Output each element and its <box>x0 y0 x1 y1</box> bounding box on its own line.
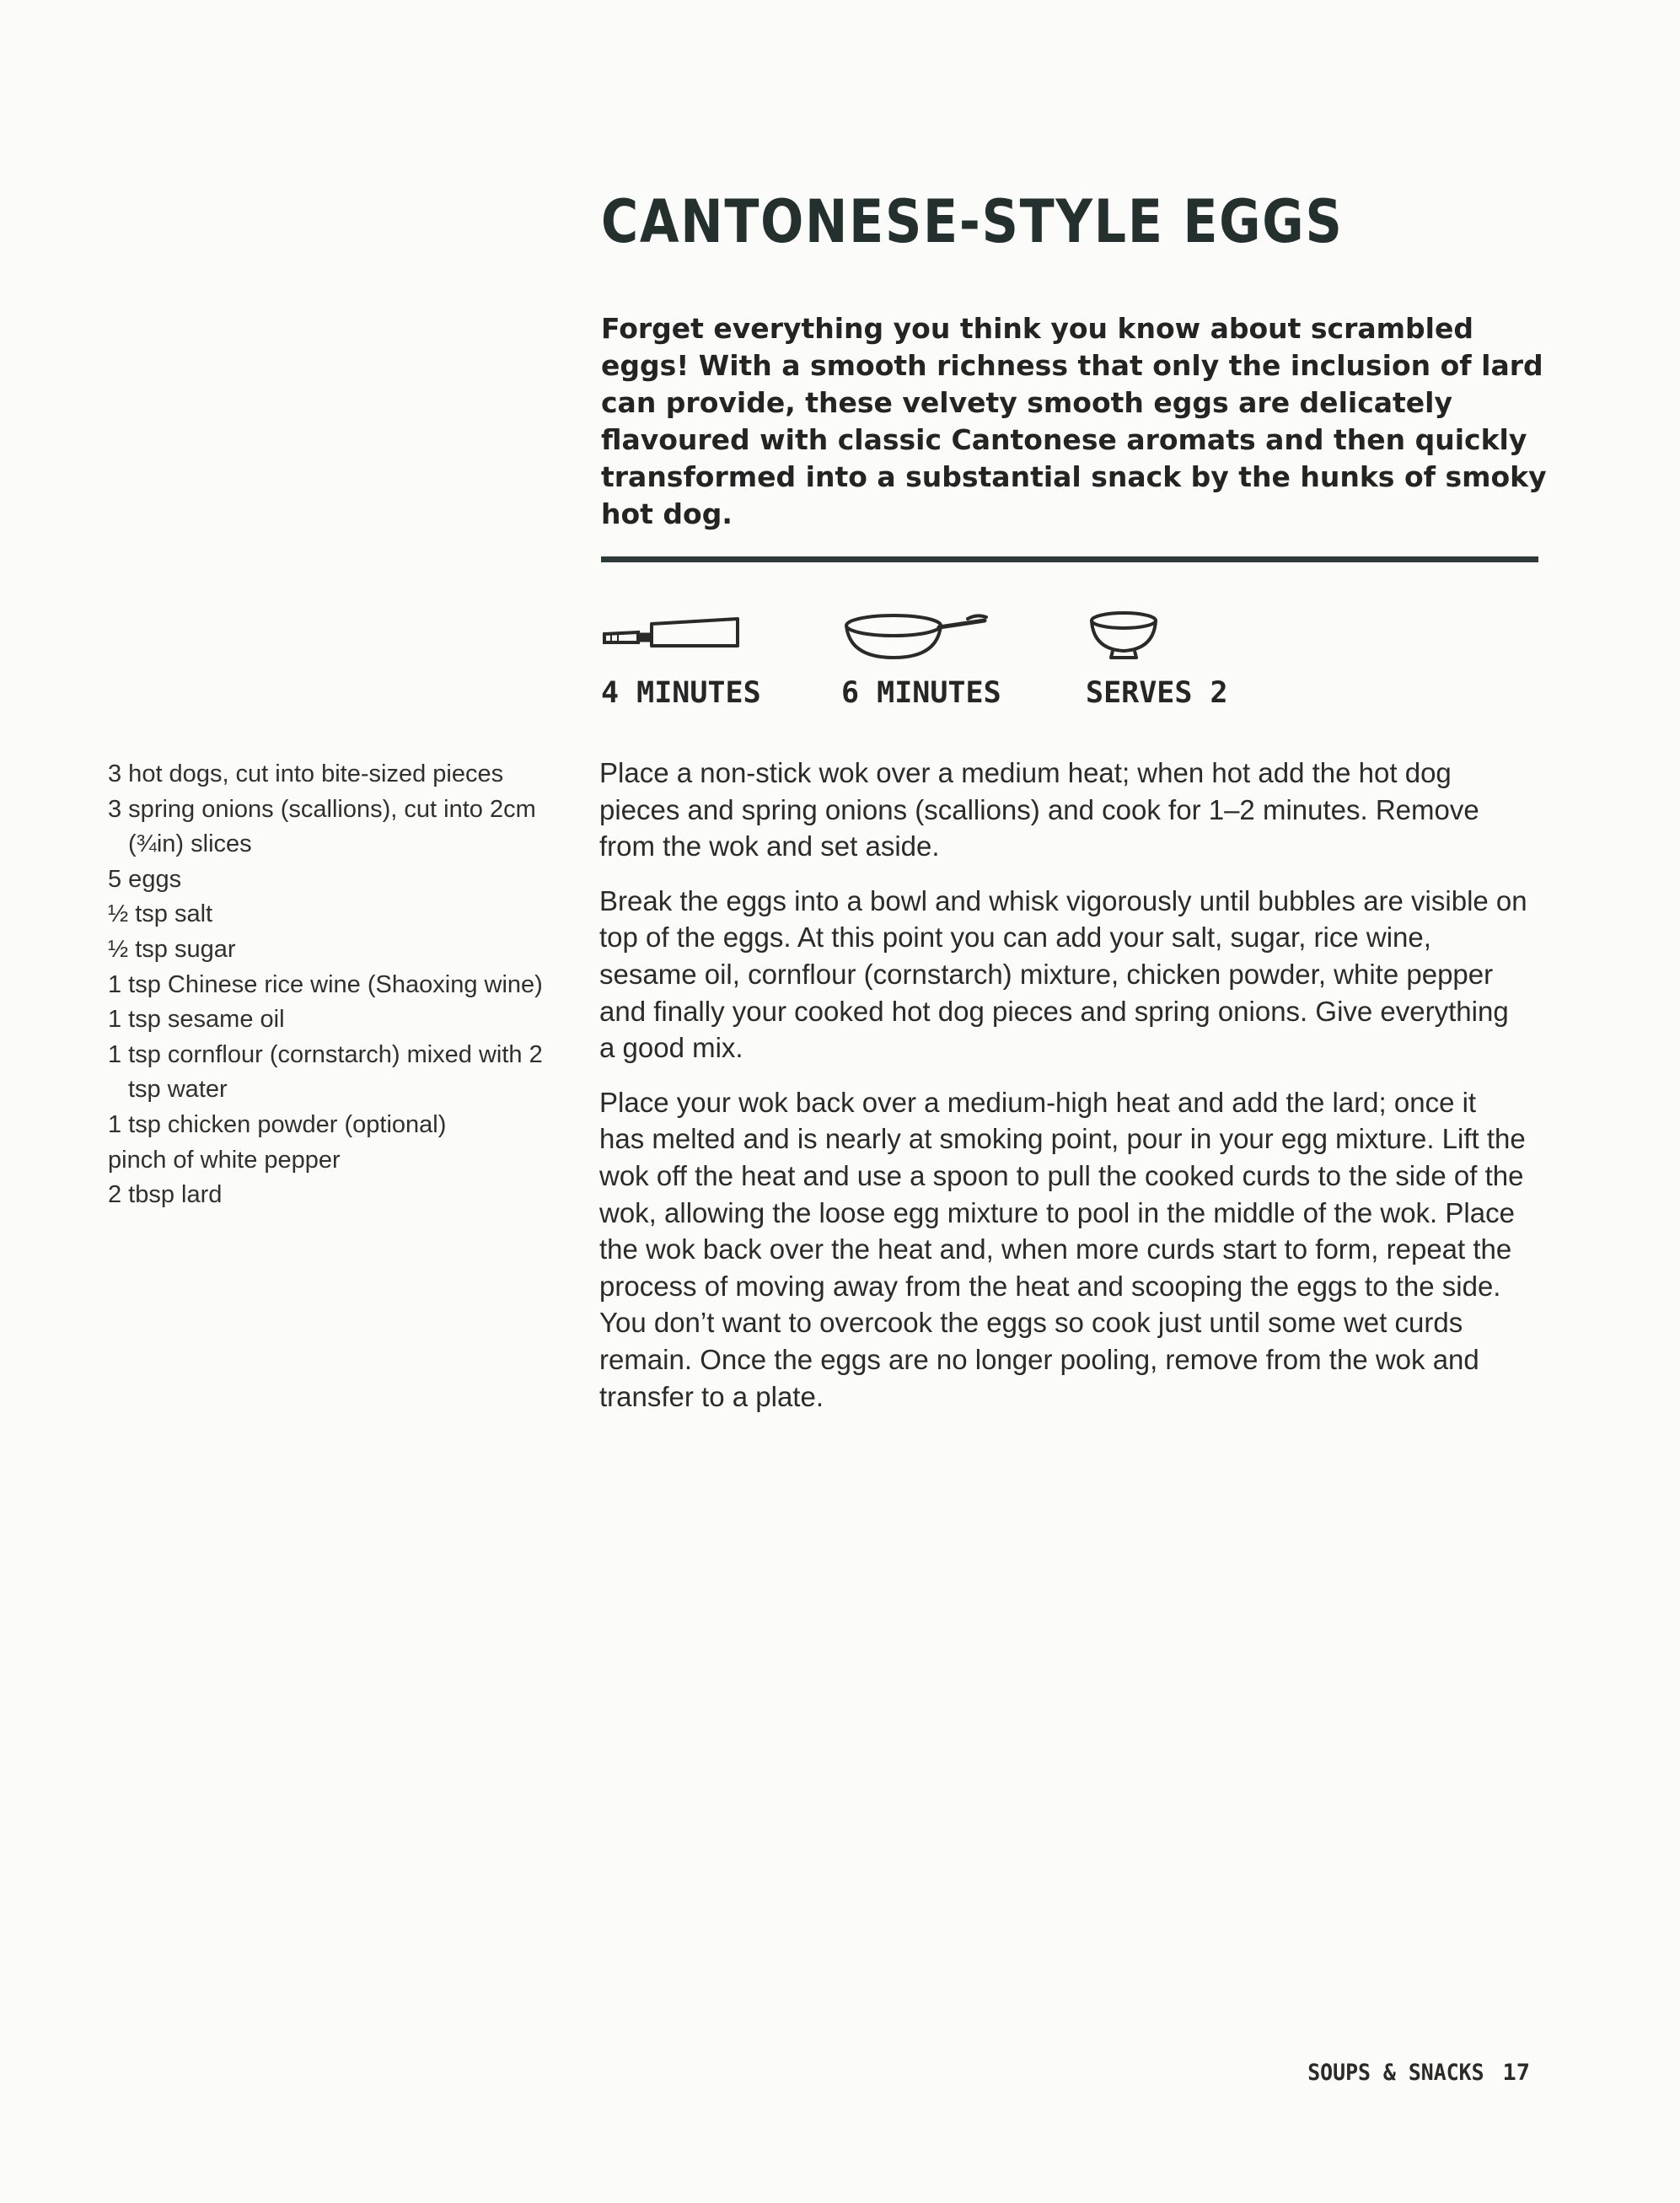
ingredient-item: 1 tsp sesame oil <box>108 1006 285 1034</box>
page-number: 17 <box>1502 2060 1530 2086</box>
method-step: Place a non-stick wok over a medium heat; when hot add the hot dog pieces and spring onions (scallions) and cook for 1–2 minutes. Remove from the wok and set aside. <box>599 757 1479 862</box>
ingredient-item: 3 spring onions (scallions), cut into 2cm (¾in) slices <box>108 795 536 858</box>
ingredient-item: ½ tsp salt <box>108 900 213 928</box>
ingredient-item: ½ tsp sugar <box>108 935 236 963</box>
recipe-intro: Forget everything you think you know about scrambled eggs! With a smooth richness that only the inclusion of lard can provide, these velvety smooth eggs are delicately flavoured with classic Cantonese aromats and then quickly transformed into a substantial snack by the hunks of smoky hot dog. <box>601 312 1547 530</box>
cleaver-knife-icon <box>601 609 744 663</box>
page-footer <box>1292 2060 1530 2086</box>
ingredient-item: 1 tsp cornflour (cornstarch) mixed with 2 tsp water <box>108 1040 543 1104</box>
ingredient-item: 5 eggs <box>108 865 182 893</box>
ingredient-item: 3 hot dogs, cut into bite-sized pieces <box>108 760 504 787</box>
ingredient-list <box>108 757 563 1213</box>
ingredient-item: 1 tsp chicken powder (optional) <box>108 1110 447 1138</box>
bowl-icon <box>1086 609 1162 663</box>
ingredient-item: 1 tsp Chinese rice wine (Shaoxing wine) <box>108 970 543 998</box>
prep-time-label: 4 MINUTES <box>601 676 761 710</box>
servings <box>1086 609 1228 710</box>
divider-rule <box>601 556 1538 562</box>
ingredient-item: 2 tbsp lard <box>108 1181 223 1209</box>
ingredient-item: pinch of white pepper <box>108 1146 341 1174</box>
section-name: SOUPS & SNACKS <box>1307 2060 1484 2086</box>
method-step: Place your wok back over a medium-high heat and add the lard; once it has melted and is nearly at smoking point, pour in your egg mixture. Lift the wok off the heat and use a spoon to pull the cooked curds to the side of the wok, allowing the loose egg mixture to pool in the middle of the wok. Place the wok back over the heat and, when more curds start to form, repeat the process of moving away from the heat and scooping the eggs to the side. You don’t want to overcook the eggs so cook just until some wet curds remain. Once the eggs are no longer pooling, remove from the wok and transfer to a plate. <box>599 1086 1526 1412</box>
wok-pan-icon <box>841 609 993 663</box>
servings-label: SERVES 2 <box>1086 676 1228 710</box>
cook-time-label: 6 MINUTES <box>841 676 1001 710</box>
cook-time <box>841 609 1001 710</box>
method-step: Break the eggs into a bowl and whisk vigorously until bubbles are visible on top of the eggs. At this point you can add your salt, sugar, rice wine, sesame oil, cornflour (cornstarch) mixture, chicken powder, white pepper and finally your cooked hot dog pieces and spring onions. Give everything a good mix. <box>599 884 1527 1064</box>
prep-time <box>601 609 761 710</box>
method-section <box>599 755 1528 1432</box>
recipe-title: CANTONESE-STYLE EGGS <box>601 187 1344 256</box>
